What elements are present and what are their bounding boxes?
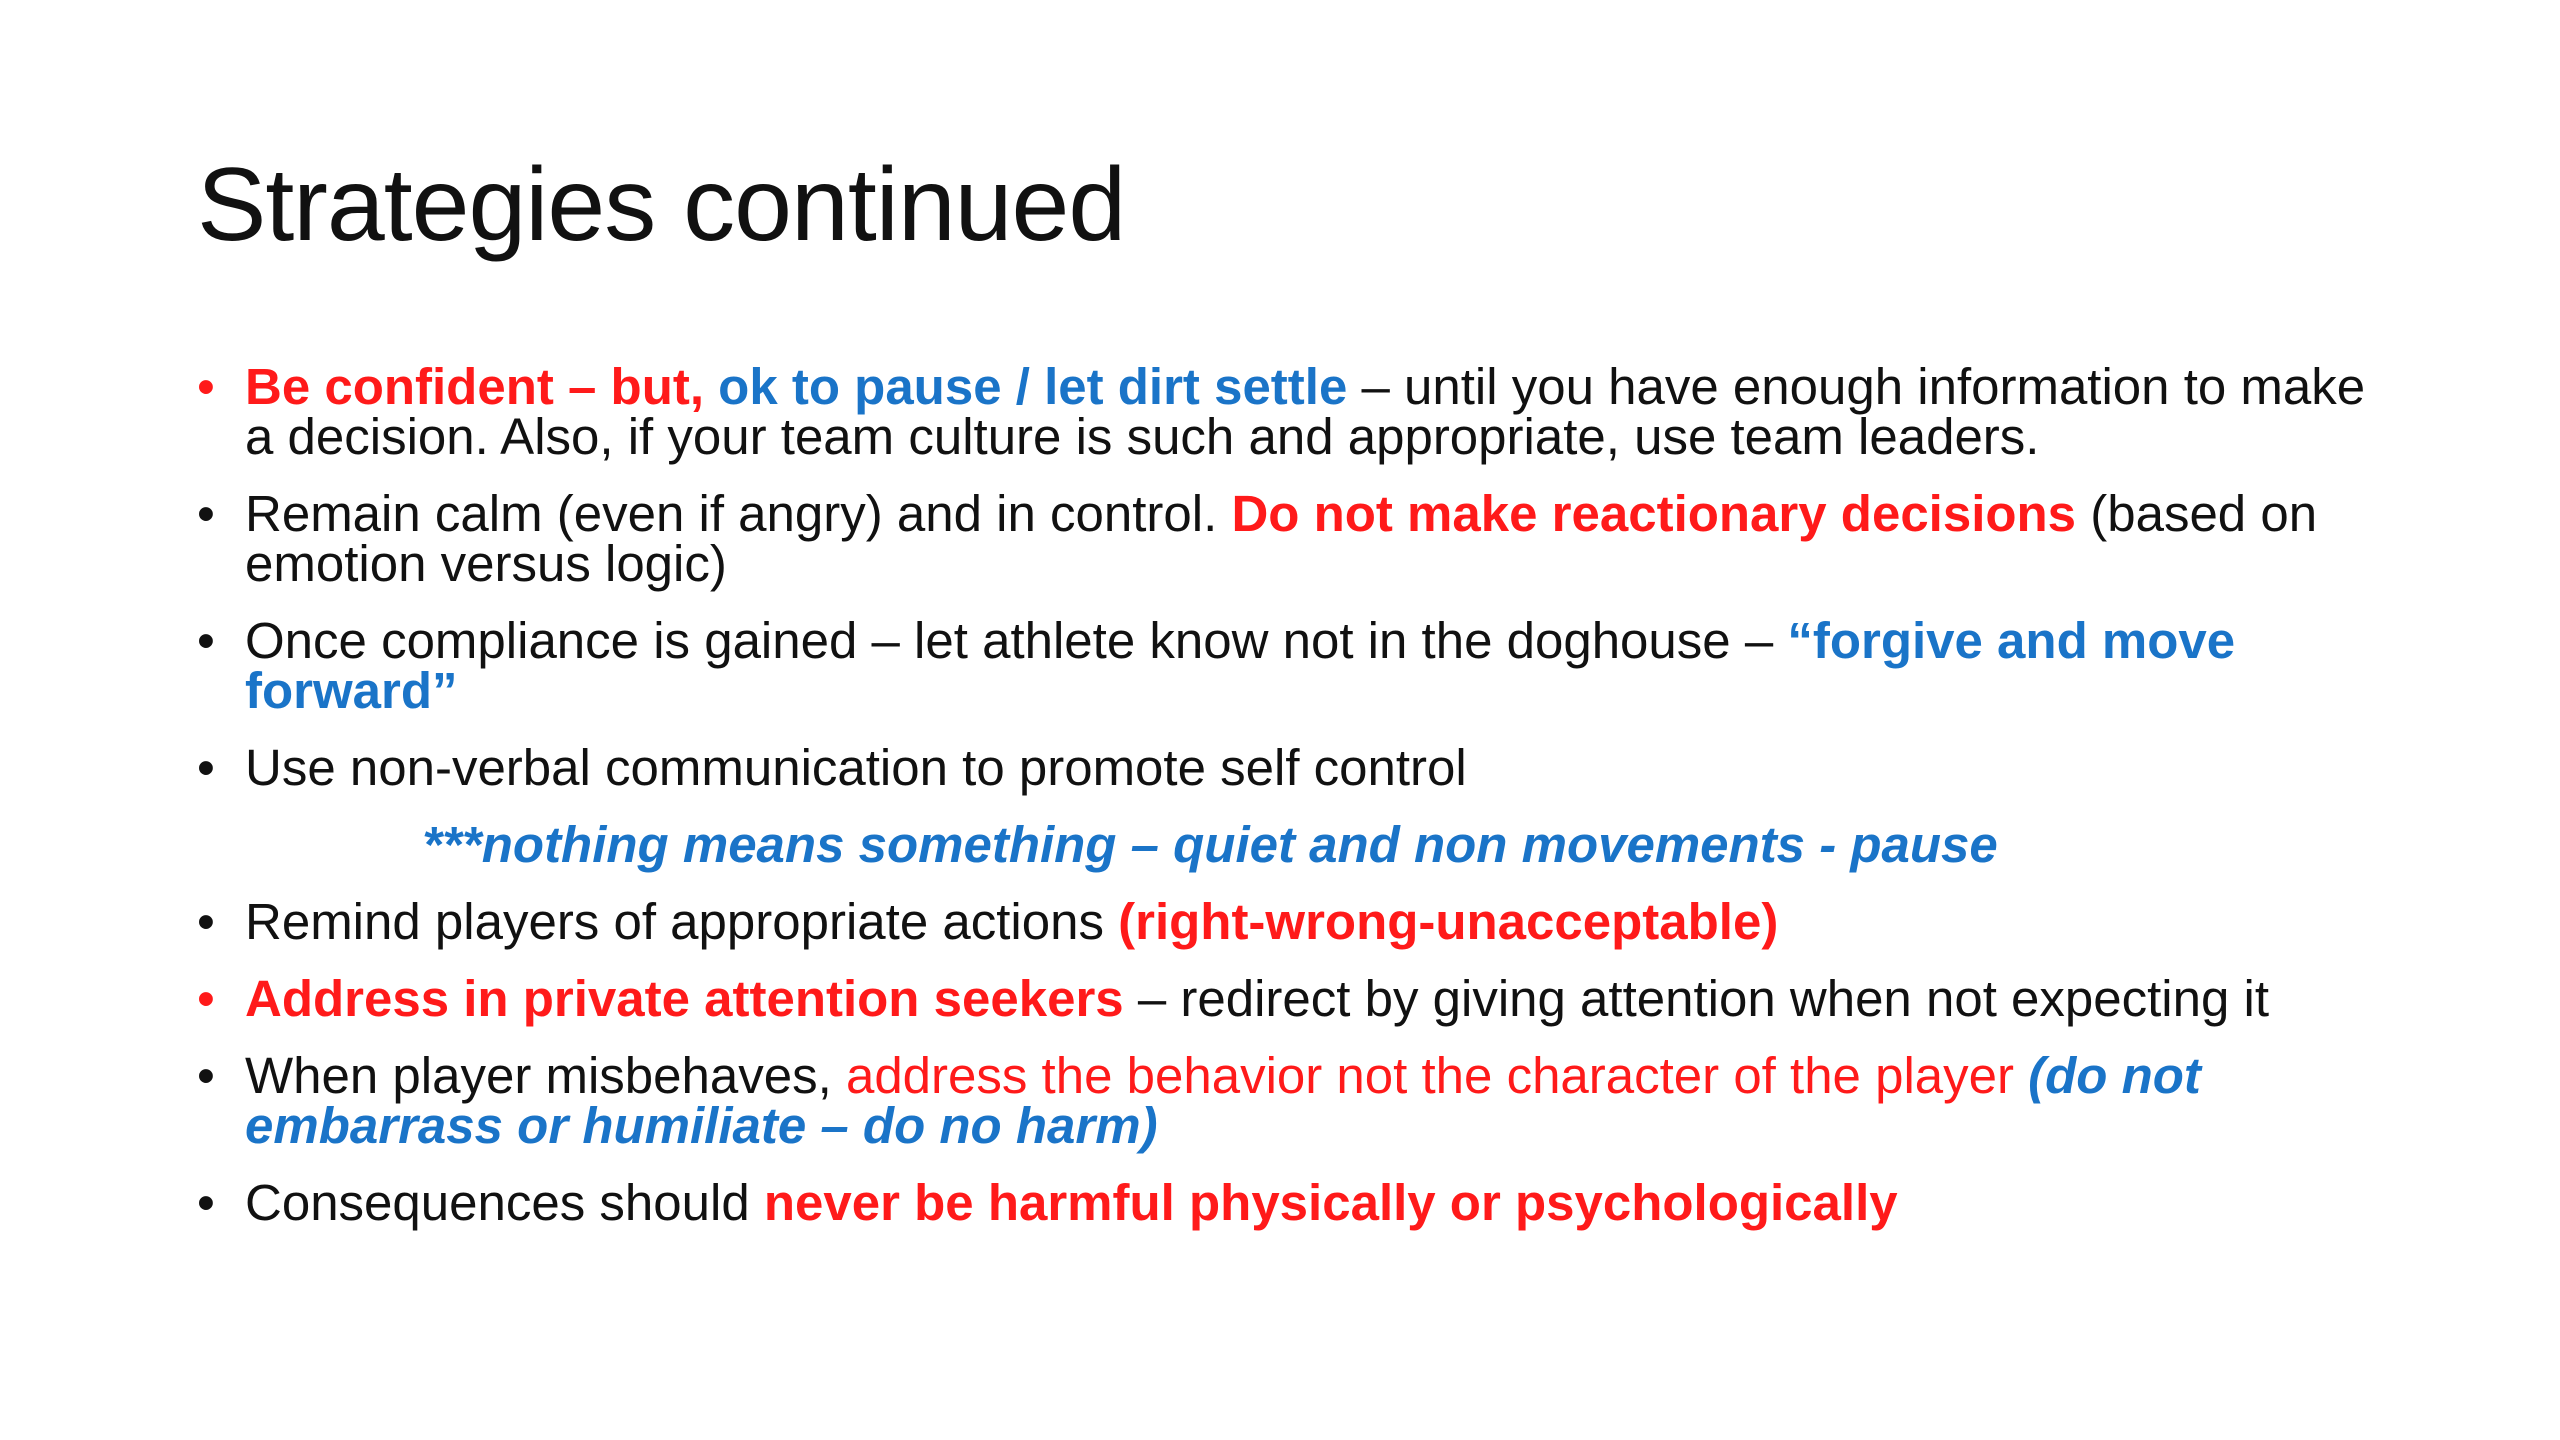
bullet-dot: • [197,612,215,669]
bullet-text-red-bold: Address in private attention seekers [245,970,1124,1027]
bullet-text-space [2014,1047,2028,1104]
bullet-item-7 [197,1047,2397,1154]
bullet-text: When player misbehaves, [245,1047,846,1104]
bullet-dot: • [197,485,215,542]
bullet-dot: • [197,970,215,1027]
bullet-item-1 [197,358,2397,465]
bullet-item-6 [197,970,2397,1027]
bullet-text: Once compliance is gained – let athlete know not in the doghouse – [245,612,1788,669]
bullet-item-5 [197,893,2397,950]
note-text: ***nothing means something – quiet and non movements - pause [422,816,1998,873]
bullet-text-blue-bold-italic: (do not embarrass or humiliate – do no harm) [245,1047,2201,1154]
bullet-text: Consequences should [245,1174,764,1231]
bullet-dot: • [197,1047,215,1104]
bullet-item-3 [197,612,2397,719]
bullet-note [0,816,2490,873]
slide-title: Strategies continued [197,147,1126,263]
bullet-dot: • [197,893,215,950]
bullet-item-4 [197,739,2397,796]
bullet-text: Remind players of appropriate actions [245,893,1119,950]
bullet-text: – until you have enough information to make a decision. Also, if your team culture is such and appropriate, use team leaders. [245,358,2366,465]
bullet-text-space [704,358,718,415]
bullet-item-8 [197,1174,2397,1231]
bullet-text-red-bold: never be harmful physically or psychologically [763,1174,1898,1231]
bullet-text-red: address the behavior not the character of the player [845,1047,2014,1104]
bullet-text-red-bold: Do not make reactionary decisions [1231,485,2077,542]
bullet-text: (based on emotion versus logic) [245,485,2318,592]
bullet-dot: • [197,739,215,796]
bullet-text: – redirect by giving attention when not expecting it [1123,970,2270,1027]
bullet-text: Use non-verbal communication to promote self control [245,739,1467,796]
bullet-text: Remain calm (even if angry) and in control. [245,485,1232,542]
bullet-text-blue-bold: ok to pause / let dirt settle [718,358,1348,415]
bullet-text-blue-bold: “forgive and move forward” [245,612,2236,719]
bullet-list [197,358,2397,1255]
bullet-item-2 [197,485,2397,592]
bullet-dot: • [197,1174,215,1231]
bullet-dot: • [197,358,215,415]
bullet-text-red-bold: Be confident – but, [245,358,704,415]
bullet-text-red-bold: (right-wrong-unacceptable) [1118,893,1779,950]
